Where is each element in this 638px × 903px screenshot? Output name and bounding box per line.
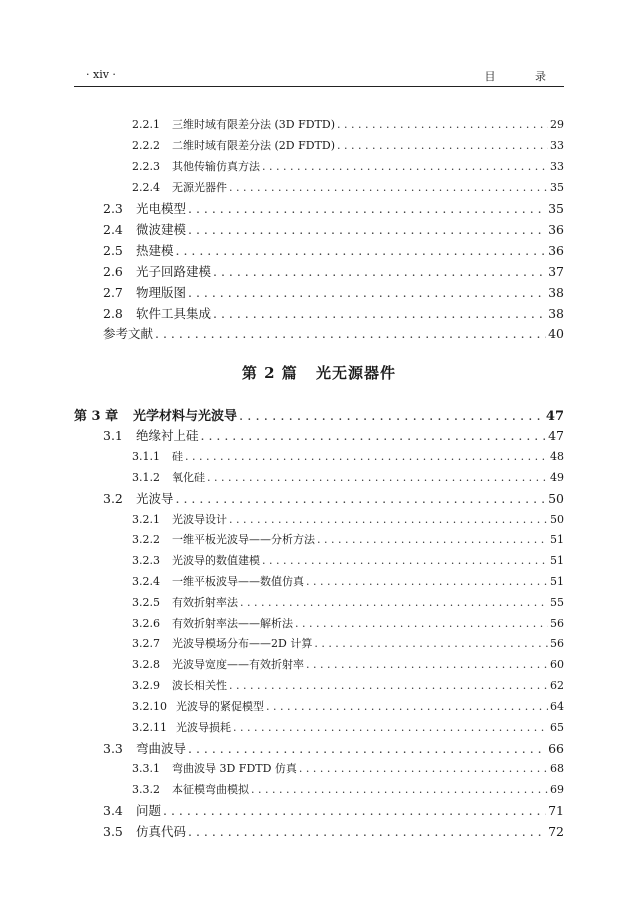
leader-dots	[163, 803, 546, 818]
leader-dots	[299, 762, 548, 775]
entry-title: 物理版图	[136, 285, 187, 300]
entry-number: 2.5	[103, 243, 123, 258]
entry-page: 66	[548, 741, 564, 756]
entry-page: 35	[550, 181, 564, 194]
entry-title: 光波导设计	[172, 513, 227, 526]
entry-number: 2.3	[103, 201, 123, 216]
entry-page: 72	[548, 824, 564, 839]
entry-page: 50	[548, 491, 564, 506]
leader-dots	[233, 721, 548, 734]
toc-entry[interactable]	[132, 511, 564, 527]
entry-number: 2.2.2	[132, 139, 160, 152]
leader-dots	[207, 471, 548, 484]
toc-entry[interactable]	[132, 552, 564, 568]
leader-dots	[229, 513, 548, 526]
entry-page: 38	[548, 285, 564, 300]
toc-entry[interactable]	[103, 739, 564, 757]
chapter-title: 光学材料与光波导	[133, 409, 238, 424]
entry-number: 3.1.2	[132, 471, 160, 484]
leader-dots	[314, 637, 548, 650]
leader-dots	[251, 783, 548, 796]
toc-entry[interactable]	[132, 469, 564, 485]
entry-title: 光子回路建模	[136, 264, 212, 279]
entry-number: 3.2.8	[132, 658, 160, 671]
entry-number: 2.2.4	[132, 181, 160, 194]
toc-entry[interactable]	[103, 822, 564, 840]
entry-title: 一维平板光波导——分析方法	[172, 533, 315, 546]
leader-dots	[239, 409, 544, 424]
leader-dots	[213, 264, 546, 279]
leader-dots	[240, 596, 548, 609]
toc-entry[interactable]	[132, 137, 564, 153]
leader-dots	[155, 326, 546, 341]
entry-title: 热建模	[136, 243, 174, 258]
leader-dots	[188, 222, 546, 237]
toc-entry[interactable]	[103, 220, 564, 238]
entry-number: 3.2.2	[132, 533, 160, 546]
toc-entry[interactable]	[132, 448, 564, 464]
leader-dots	[188, 285, 546, 300]
entry-page: 48	[550, 450, 564, 463]
entry-title: 弯曲波导	[136, 741, 187, 756]
toc-entry[interactable]	[132, 116, 564, 132]
entry-number: 3.2.5	[132, 596, 160, 609]
entry-title: 氧化硅	[172, 471, 205, 484]
toc-entry[interactable]	[132, 531, 564, 547]
part-number: 第 2 篇	[241, 364, 298, 382]
entry-number: 3.3	[103, 741, 123, 756]
toc-entry[interactable]	[132, 760, 564, 776]
entry-page: 36	[548, 243, 564, 258]
toc-entry[interactable]	[132, 594, 564, 610]
leader-dots	[317, 533, 548, 546]
entry-number: 3.2.3	[132, 554, 160, 567]
entry-title: 绝缘衬上硅	[136, 428, 199, 443]
leader-dots	[188, 201, 546, 216]
toc-entry[interactable]	[103, 199, 564, 217]
toc-entry[interactable]	[132, 615, 564, 631]
entry-number: 3.2.9	[132, 679, 160, 692]
entry-number: 3.2.6	[132, 617, 160, 630]
entry-number: 2.6	[103, 264, 123, 279]
entry-number: 2.2.3	[132, 160, 160, 173]
toc-entry[interactable]	[103, 283, 564, 301]
entry-number: 3.5	[103, 824, 123, 839]
entry-title: 光波导宽度——有效折射率	[172, 658, 304, 671]
running-header	[74, 66, 564, 87]
entry-page: 47	[545, 409, 564, 424]
entry-title: 仿真代码	[136, 824, 187, 839]
entry-number: 3.2.10	[132, 700, 167, 713]
entry-page: 33	[550, 160, 564, 173]
entry-title: 硅	[172, 450, 183, 463]
leader-dots	[262, 160, 548, 173]
leader-dots	[188, 741, 546, 756]
leader-dots	[337, 139, 548, 152]
entry-title: 无源光器件	[172, 181, 227, 194]
entry-title: 有效折射率法	[172, 596, 238, 609]
entry-title: 光波导的数值建模	[172, 554, 260, 567]
entry-page: 56	[550, 637, 564, 650]
leader-dots	[266, 700, 548, 713]
chapter-number: 第 3 章	[74, 409, 119, 424]
entry-number: 3.3.1	[132, 762, 160, 775]
entry-title: 波长相关性	[172, 679, 227, 692]
toc-entry[interactable]	[132, 656, 564, 672]
entry-page: 64	[550, 700, 564, 713]
toc-entry[interactable]	[103, 426, 564, 444]
toc-entry[interactable]	[132, 573, 564, 589]
entry-number: 3.1	[103, 428, 123, 443]
toc-entry[interactable]	[132, 635, 564, 651]
toc-entry[interactable]	[103, 489, 564, 507]
entry-title: 光波导损耗	[176, 721, 231, 734]
toc-entry[interactable]	[132, 677, 564, 693]
leader-dots	[176, 243, 547, 258]
entry-number: 3.3.2	[132, 783, 160, 796]
entry-title: 光波导	[136, 491, 174, 506]
entry-number: 3.2.7	[132, 637, 160, 650]
leader-dots	[337, 118, 548, 131]
entry-page: 37	[548, 264, 564, 279]
entry-page: 60	[550, 658, 564, 671]
entry-title: 有效折射率法——解析法	[172, 617, 293, 630]
entry-page: 49	[550, 471, 564, 484]
entry-number: 3.1.1	[132, 450, 160, 463]
leader-dots	[306, 575, 548, 588]
entry-page: 69	[550, 783, 564, 796]
entry-page: 50	[550, 513, 564, 526]
leader-dots	[306, 658, 548, 671]
entry-page: 51	[550, 575, 564, 588]
leader-dots	[229, 181, 548, 194]
entry-title: 光电模型	[136, 201, 187, 216]
leader-dots	[229, 679, 548, 692]
toc-entry[interactable]	[103, 304, 564, 322]
entry-page: 40	[548, 326, 564, 341]
leader-dots	[213, 306, 546, 321]
toc-entry[interactable]	[103, 241, 564, 259]
toc-entry[interactable]	[103, 324, 564, 342]
leader-dots	[295, 617, 548, 630]
entry-number: 3.2.4	[132, 575, 160, 588]
entry-number: 3.4	[103, 803, 123, 818]
toc-entry[interactable]	[132, 719, 564, 735]
leader-dots	[185, 450, 548, 463]
entry-title: 二维时域有限差分法 (2D FDTD)	[172, 139, 336, 152]
toc-entry[interactable]	[103, 262, 564, 280]
header-title: 目 录	[484, 70, 564, 83]
entry-page: 62	[550, 679, 564, 692]
part-heading	[0, 362, 638, 383]
toc-entry[interactable]	[132, 698, 564, 714]
entry-page: 29	[550, 118, 564, 131]
entry-number: 2.8	[103, 306, 123, 321]
entry-number: 3.2.1	[132, 513, 160, 526]
entry-page: 35	[548, 201, 564, 216]
leader-dots	[201, 428, 547, 443]
toc-entry[interactable]	[132, 781, 564, 797]
toc-entry[interactable]	[103, 801, 564, 819]
toc-entry[interactable]	[132, 179, 564, 195]
entry-page: 56	[550, 617, 564, 630]
entry-title: 问题	[136, 803, 162, 818]
entry-page: 33	[550, 139, 564, 152]
part-title: 光无源器件	[316, 364, 397, 382]
entry-number: 2.2.1	[132, 118, 160, 131]
entry-page: 36	[548, 222, 564, 237]
header-page-number: · xiv ·	[86, 68, 116, 81]
leader-dots	[176, 491, 547, 506]
entry-title: 其他传输仿真方法	[172, 160, 260, 173]
entry-number: 2.4	[103, 222, 123, 237]
entry-page: 65	[550, 721, 564, 734]
entry-title: 本征模弯曲模拟	[172, 783, 249, 796]
entry-title: 弯曲波导 3D FDTD 仿真	[172, 762, 297, 775]
entry-title: 光波导的紧促模型	[176, 700, 264, 713]
toc-chapter-entry[interactable]	[74, 405, 564, 424]
entry-title: 光波导模场分布——2D 计算	[172, 637, 313, 650]
entry-title: 三维时域有限差分法 (3D FDTD)	[172, 118, 336, 131]
entry-title: 一维平板波导——数值仿真	[172, 575, 304, 588]
entry-page: 55	[550, 596, 564, 609]
entry-page: 47	[548, 428, 564, 443]
entry-title: 微波建模	[136, 222, 187, 237]
entry-page: 51	[550, 533, 564, 546]
toc-entry[interactable]	[132, 158, 564, 174]
leader-dots	[262, 554, 548, 567]
entry-title: 参考文献	[103, 326, 154, 341]
entry-page: 71	[548, 803, 564, 818]
entry-title: 软件工具集成	[136, 306, 212, 321]
leader-dots	[188, 824, 546, 839]
entry-number: 3.2	[103, 491, 123, 506]
entry-page: 38	[548, 306, 564, 321]
entry-number: 2.7	[103, 285, 123, 300]
entry-page: 68	[550, 762, 564, 775]
entry-page: 51	[550, 554, 564, 567]
entry-number: 3.2.11	[132, 721, 167, 734]
